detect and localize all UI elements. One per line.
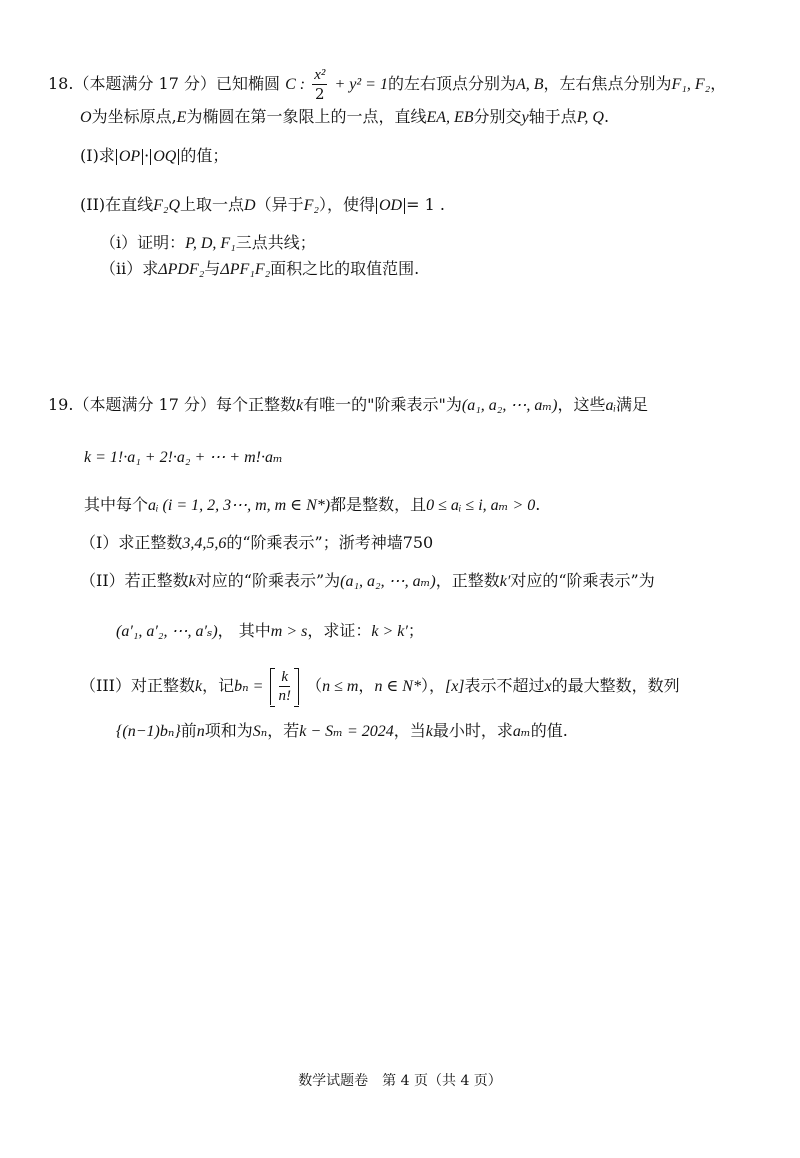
fraction-denominator: 2 [315, 85, 325, 103]
ellipse-fraction [312, 66, 327, 103]
q19-text: 的值. [530, 721, 568, 740]
cond-m-s: m > s [270, 623, 308, 640]
q18-text: 面积之比的取值范围. [270, 259, 420, 278]
var-x: x [544, 678, 552, 695]
abs-op: OP [116, 149, 143, 165]
point-d: D [244, 197, 256, 214]
q18-text: 三点共线； [235, 233, 316, 252]
claim: k > k′ [371, 623, 408, 640]
q18-text: ， [710, 74, 727, 93]
triangle-2: ΔPF₁F₂ [220, 261, 271, 278]
q19-text: ， 其中 [217, 621, 271, 640]
q19-text: 最小时，求 [432, 721, 513, 740]
var-ai: aᵢ [605, 397, 616, 414]
var-k: k [296, 397, 304, 414]
q19-text: ，若 [267, 721, 300, 740]
q18-line-1 [48, 66, 726, 103]
q18-part-2 [80, 194, 445, 217]
tuple: (a₁, a₂, ⋯, aₘ) [461, 397, 558, 414]
q18-text: = 1 . [406, 195, 445, 214]
q19-part-1 [80, 532, 433, 555]
q18-number: 18. [48, 74, 74, 93]
q18-text: （i）证明： [100, 233, 186, 252]
q19-part-3 [80, 668, 680, 705]
q19-text: ，正整数 [435, 571, 500, 590]
bn-label: bₙ = [234, 678, 264, 695]
q19-text: （II）若正整数 [80, 571, 189, 590]
axis-label: y [521, 109, 529, 126]
q19-text: 有唯一的"阶乘表示"为 [303, 395, 462, 414]
q19-text: 前 [180, 721, 197, 740]
q18-text: . [603, 107, 610, 126]
q19-text: ，记 [202, 676, 235, 695]
q19-text: 满足 [616, 395, 649, 414]
q19-text: ，当 [393, 721, 426, 740]
q19-part-2 [80, 570, 655, 593]
q19-line-1 [48, 394, 648, 417]
cond-n-nat: n ∈ N* [374, 678, 421, 695]
tuple: (a₁, a₂, ⋯, aₘ) [340, 573, 436, 590]
q18-text: 的值； [180, 146, 229, 165]
q19-text: （ [306, 676, 323, 695]
vertices-label: A, B [515, 76, 544, 93]
floor-bracket [270, 668, 299, 705]
q19-formula [84, 446, 283, 469]
q18-text: （异于 [255, 195, 304, 214]
var-n: n [196, 723, 205, 740]
triangle-1: ΔPDF₂ [158, 261, 205, 278]
fraction-denominator: n! [278, 688, 291, 704]
var-kprime: k′ [499, 573, 511, 590]
f2-label: F₂ [303, 197, 319, 214]
q19-text: ）， [420, 676, 445, 695]
q19-text: 其中每个 [84, 495, 149, 514]
collinear-points: P, D, F₁ [185, 235, 236, 252]
origin-label: O [80, 109, 92, 126]
q18-score: （本题满分 17 分） [73, 74, 216, 93]
q18-text: 为椭圆在第一象限上的一点，直线 [186, 107, 427, 126]
q19-text: ，求证： [307, 621, 372, 640]
q19-text: 的“阶乘表示”；浙考神墙750 [226, 533, 434, 552]
q18-text: ），使得 [318, 195, 375, 214]
foci-label: F₁, F₂ [671, 76, 711, 93]
q19-text: 对应的“阶乘表示”为 [195, 571, 341, 590]
var-k: k [425, 723, 433, 740]
var-k: k [188, 573, 196, 590]
q18-text: 轴于点 [528, 107, 577, 126]
q19-text: . [535, 495, 541, 514]
q19-text: 表示不超过 [464, 676, 545, 695]
points-pq-label: P, Q [576, 109, 604, 126]
line-f2q: F₂Q [153, 197, 181, 214]
equation: k − Sₘ = 2024 [299, 723, 394, 740]
floor-x: [x] [444, 678, 465, 695]
cond-n-m: n ≤ m [322, 678, 359, 695]
abs-oq: OQ [150, 149, 179, 165]
numbers: 3,4,5,6 [182, 535, 227, 552]
q19-text: 的最大整数，数列 [551, 676, 680, 695]
q18-text: 为坐标原点, [91, 107, 177, 126]
q19-number: 19. [48, 395, 74, 414]
q19-text: 对应的“阶乘表示”为 [510, 571, 655, 590]
q19-text: 都是整数，且 [330, 495, 427, 514]
tuple-prime: (a′₁, a′₂, ⋯, a′ₛ) [116, 623, 218, 640]
floor-fraction [276, 668, 293, 705]
q18-text: 分别交 [473, 107, 522, 126]
lines-label: EA, EB [426, 109, 474, 126]
fraction-numerator: k [281, 669, 289, 685]
q18-text: （ii）求 [100, 259, 159, 278]
q18-sub-i [100, 232, 316, 255]
q19-condition [84, 494, 540, 517]
cond-expr: aᵢ (i = 1, 2, 3⋯, m, m ∈ N*) [148, 497, 331, 514]
q19-text: ， [358, 676, 375, 695]
point-e-label: E [176, 109, 187, 126]
ellipse-equation-rest: + y² = 1 [334, 76, 388, 93]
q19-text: ； [407, 621, 424, 640]
fraction-numerator: x² [314, 67, 326, 83]
cond-ineq: 0 ≤ aᵢ ≤ i, aₘ > 0 [426, 497, 536, 514]
factorial-formula: k = 1!·a₁ + 2!·a₂ + ⋯ + m!·aₘ [84, 449, 283, 466]
q18-text: 上取一点 [180, 195, 245, 214]
q18-text: 已知椭圆 [216, 74, 281, 93]
page-footer: 数学试题卷 第 4 页（共 4 页） [298, 1073, 502, 1089]
q18-sub-ii [100, 258, 419, 281]
q19-text: 项和为 [204, 721, 253, 740]
q19-text: ，这些 [557, 395, 606, 414]
q19-text: 每个正整数 [216, 395, 297, 414]
sequence: {(n−1)bₙ} [116, 723, 181, 740]
q18-line-2 [80, 106, 609, 129]
var-am: aₘ [512, 723, 531, 740]
q19-score: （本题满分 17 分） [73, 395, 216, 414]
q19-text: （III）对正整数 [80, 676, 195, 695]
q18-text: (I)求 [80, 146, 115, 165]
ellipse-label: C : [285, 76, 306, 93]
var-sn: Sₙ [252, 723, 268, 740]
q19-part-3-cont [116, 720, 568, 743]
q18-text: (II)在直线 [80, 195, 154, 214]
q18-text: 与 [204, 259, 221, 278]
q19-part-2-cont [116, 620, 424, 643]
q18-text: ，左右焦点分别为 [543, 74, 672, 93]
q18-part-1 [80, 145, 228, 167]
dot: · [144, 146, 150, 165]
q18-text: 的左右顶点分别为 [387, 74, 516, 93]
q19-text: （I）求正整数 [80, 533, 183, 552]
abs-od: OD [376, 198, 405, 214]
var-k: k [194, 678, 203, 695]
